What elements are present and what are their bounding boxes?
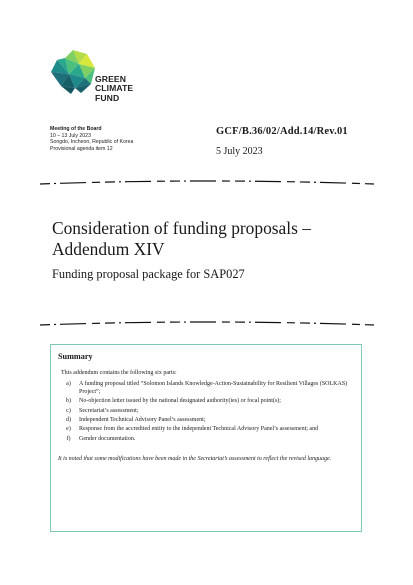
summary-intro: This addendum contains the following six parts:	[61, 370, 177, 376]
document-info	[216, 126, 348, 157]
summary-box	[50, 344, 362, 532]
item-text: Gender documentation.	[79, 435, 136, 442]
item-label: a)	[66, 381, 71, 388]
item-label: e)	[66, 426, 71, 433]
document-date: 5 July 2023	[216, 146, 263, 157]
logo-line-1: GREEN	[95, 74, 127, 84]
item-text: A funding proposal titled “Solomon Islands Knowledge-Action-Sustainability for Resilient Villages (SOLKAS) Project”;	[79, 381, 348, 395]
agenda-item: Provisional agenda item 12	[50, 145, 113, 152]
item-text: Secretariat’s assessment;	[79, 407, 139, 414]
item-label: b)	[66, 398, 71, 405]
title-line-2: Addendum XIV	[52, 239, 165, 259]
document-id: GCF/B.36/02/Add.14/Rev.01	[216, 126, 348, 137]
gcf-logo	[49, 48, 149, 112]
logo-line-2: CLIMATE	[95, 83, 134, 94]
summary-heading: Summary	[58, 352, 93, 361]
list-item	[58, 436, 354, 443]
item-text: Independent Technical Advisory Panel’s assessment;	[79, 417, 206, 424]
list-item	[58, 398, 354, 405]
globe-icon	[49, 48, 97, 96]
page-title	[52, 218, 382, 260]
logo-wordmark	[95, 75, 133, 103]
top-divider	[40, 177, 374, 187]
bottom-divider	[40, 318, 374, 328]
page-subtitle: Funding proposal package for SAP027	[52, 267, 245, 281]
title-line-1: Consideration of funding proposals –	[52, 218, 311, 238]
list-item	[58, 426, 354, 433]
item-label: d)	[66, 417, 71, 424]
logo-line-3: FUND	[95, 92, 120, 103]
title-block	[52, 218, 382, 282]
meeting-location: Songdo, Incheon, Republic of Korea	[50, 139, 134, 146]
item-text: Response from the accredited entity to the independent Technical Advisory Panel’s assessment; and	[79, 426, 319, 433]
meeting-info	[50, 126, 133, 152]
list-item	[58, 408, 354, 415]
item-text: No-objection letter issued by the national designated authority(ies) or focal point(s);	[79, 398, 281, 405]
list-item	[58, 417, 354, 424]
item-label: f)	[66, 435, 71, 442]
parts-list	[58, 381, 354, 443]
list-item	[58, 381, 354, 396]
summary-note: It is noted that some modifications have been made in the Secretariat’s assessment to reflect the revised language.	[58, 456, 332, 463]
meeting-dates: 10 – 13 July 2023	[50, 132, 91, 139]
item-label: c)	[66, 407, 71, 414]
meeting-label: Meeting of the Board	[50, 126, 102, 132]
